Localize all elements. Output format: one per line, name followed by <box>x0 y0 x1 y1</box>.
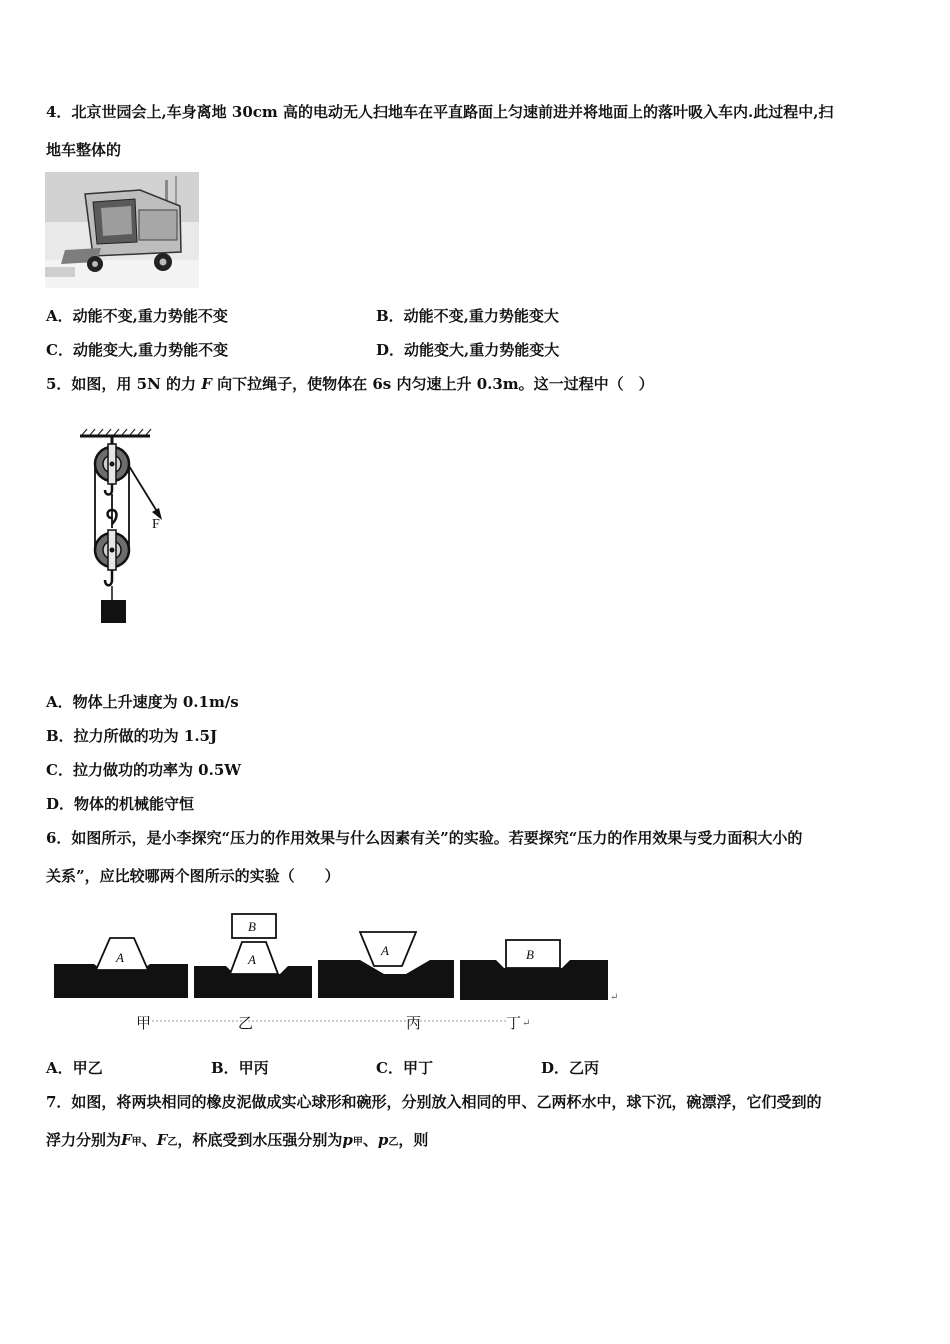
pulley-diagram <box>70 428 180 628</box>
q5-stem <box>46 374 654 394</box>
fig-label-jia: 甲 <box>136 1016 152 1032</box>
q6-stem-line2: 关系”，应比较哪两个图所示的实验（ ） <box>46 867 340 885</box>
q7-stem-line2 <box>46 1130 428 1153</box>
q7-stem-line1: 7．如图，将两块相同的橡皮泥做成实心球形和碗形，分别放入相同的甲、乙两杯水中，球下沉，碗漂浮，它们受到的 <box>46 1093 822 1111</box>
q6-option-c: C．甲丁 <box>376 1059 433 1077</box>
q4-option-d: D．动能变大,重力势能变大 <box>376 341 560 359</box>
q7-sep-2: 、 <box>362 1131 378 1149</box>
svg-text:↵: ↵ <box>610 992 619 1003</box>
fig-label-ding: 丁 <box>506 1016 522 1032</box>
fig-jia-block-a: A <box>116 950 124 965</box>
q7-p-yi-sub: 乙 <box>388 1137 399 1148</box>
sweeper-photo <box>45 172 199 288</box>
q4-number: 4． <box>46 103 72 121</box>
fig-label-yi: 乙 <box>238 1016 254 1032</box>
q6-option-d: D．乙丙 <box>541 1059 600 1077</box>
q4-stem-line1 <box>46 102 833 122</box>
q7-p-jia-sub: 甲 <box>352 1137 363 1148</box>
q6-option-b: B．甲丙 <box>211 1059 269 1077</box>
q7-f-jia-sub: 甲 <box>131 1137 142 1148</box>
fig-bing-block-a: A <box>381 943 389 958</box>
q5-option-d: D．物体的机械能守恒 <box>46 795 195 813</box>
fig-yi-block-b: B <box>248 919 256 934</box>
fig-ding-block-b: B <box>526 947 534 962</box>
fig-label-bing: 丙 <box>406 1016 422 1032</box>
q4-stem-text: 北京世园会上,车身离地 30cm 高的电动无人扫地车在平直路面上匀速前进并将地面上的落叶吸入车内.此过程中,扫 <box>71 103 834 121</box>
fig-yi-block-a: A <box>248 952 256 967</box>
q7-f-yi-sub: 乙 <box>167 1137 178 1148</box>
pressure-experiment-figure <box>50 908 630 1036</box>
q7-f-jia-symbol: F <box>121 1131 132 1149</box>
q5-stem-before: 5．如图，用 5N 的力 <box>46 375 202 393</box>
q4-option-a: A．动能不变,重力势能不变 <box>46 307 228 325</box>
q7-prefix: 浮力分别为 <box>46 1131 122 1149</box>
q6-stem-line1: 6．如图所示，是小李探究“压力的作用效果与什么因素有关”的实验。若要探究“压力的作用效果与受力面积大小的 <box>46 829 803 847</box>
q5-force-symbol: F <box>201 375 212 393</box>
q5-option-a: A．物体上升速度为 0.1m/s <box>46 693 239 711</box>
q7-sep-1: 、 <box>141 1131 157 1149</box>
q7-p-jia-symbol: p <box>342 1131 353 1149</box>
svg-text:↵: ↵ <box>522 1018 531 1029</box>
q7-p-yi-symbol: p <box>377 1131 389 1149</box>
q5-stem-after: 向下拉绳子，使物体在 6s 内匀速上升 0.3m。这一过程中（ ） <box>211 375 654 393</box>
pulley-force-label: F <box>152 517 160 532</box>
q4-option-b: B．动能不变,重力势能变大 <box>376 307 559 325</box>
q4-option-c: C．动能变大,重力势能不变 <box>46 341 229 359</box>
q7-mid: ，杯底受到水压强分别为 <box>177 1131 343 1149</box>
q7-f-yi-symbol: F <box>156 1131 168 1149</box>
q4-stem-line2: 地车整体的 <box>46 141 122 159</box>
q6-option-a: A．甲乙 <box>46 1059 103 1077</box>
q5-option-c: C．拉力做功的功率为 0.5W <box>46 761 242 779</box>
q5-option-b: B．拉力所做的功为 1.5J <box>46 727 218 745</box>
q7-end: ，则 <box>398 1131 429 1149</box>
